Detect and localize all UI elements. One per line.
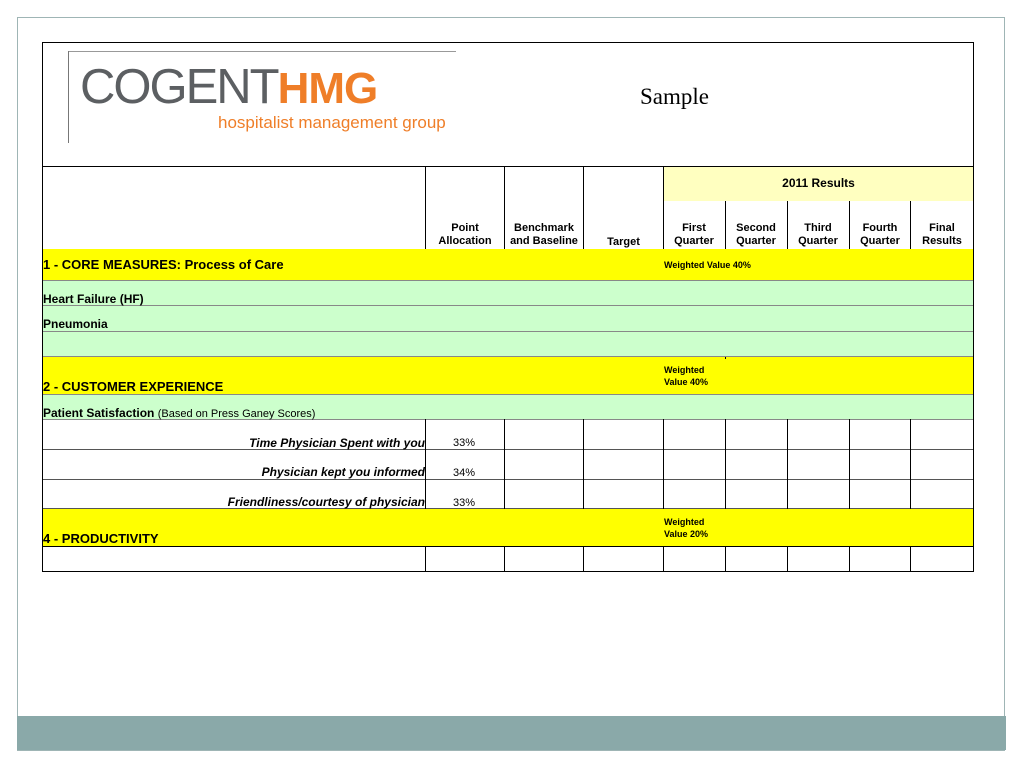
col-q1: First Quarter	[674, 222, 714, 247]
grid-line	[42, 394, 974, 395]
item-time-spent-points: 33%	[453, 437, 476, 449]
grid-line	[663, 419, 664, 509]
logo-accent: HMG	[277, 64, 378, 113]
grid-line	[910, 546, 911, 572]
grid-line	[849, 201, 850, 249]
grid-line	[42, 356, 974, 357]
grid-line	[583, 419, 584, 509]
grid-line	[42, 305, 974, 306]
cogent-hmg-logo	[68, 51, 456, 143]
patient-satisfaction-row	[43, 406, 315, 420]
grid-line	[42, 331, 974, 332]
patient-satisfaction-label: Patient Satisfaction	[43, 406, 155, 420]
col-q4: Fourth Quarter	[860, 222, 900, 247]
grid-line	[910, 419, 911, 509]
grid-line	[849, 419, 850, 509]
logo-word: COGENT	[80, 60, 278, 114]
item-friendliness: Friendliness/courtesy of physician	[227, 495, 425, 509]
col-point-allocation: Point Allocation	[438, 222, 492, 247]
section-1-weight: Weighted Value 40%	[664, 260, 751, 270]
col-benchmark: Benchmark and Baseline	[510, 222, 578, 247]
col-target: Target	[607, 236, 640, 248]
section-2-weight-line1: Weighted	[664, 365, 705, 375]
results-group-header: 2011 Results	[782, 176, 855, 190]
footer-band	[17, 716, 1006, 750]
col-final: Final Results	[922, 222, 962, 247]
section-4-weight-line1: Weighted	[664, 517, 705, 527]
grid-line	[583, 546, 584, 572]
grid-line	[725, 419, 726, 509]
page-title: Sample	[640, 84, 709, 109]
grid-line	[504, 546, 505, 572]
grid-line	[42, 546, 974, 547]
patient-satisfaction-note: (Based on Press Ganey Scores)	[157, 408, 316, 420]
grid-line	[725, 357, 726, 359]
section-4-band	[42, 509, 974, 546]
row-pneumonia: Pneumonia	[43, 317, 108, 331]
grid-line	[425, 546, 426, 572]
section-2-title: 2 - CUSTOMER EXPERIENCE	[43, 379, 224, 394]
grid-line	[787, 201, 788, 249]
section-1-title: 1 - CORE MEASURES: Process of Care	[43, 257, 284, 272]
section-4-title: 4 - PRODUCTIVITY	[43, 531, 159, 546]
logo-tagline: hospitalist management group	[218, 113, 446, 132]
col-q3: Third Quarter	[798, 222, 838, 247]
grid-line	[42, 479, 974, 480]
item-time-spent: Time Physician Spent with you	[249, 436, 425, 450]
grid-line	[42, 280, 974, 281]
grid-line	[787, 419, 788, 509]
core-rows-band	[42, 280, 974, 357]
grid-line	[425, 166, 426, 249]
item-kept-informed-points: 34%	[453, 467, 476, 479]
grid-line	[725, 546, 726, 572]
grid-line	[504, 419, 505, 509]
grid-line	[725, 201, 726, 249]
section-2-weight-line2: Value 40%	[664, 377, 709, 387]
grid-line	[42, 166, 974, 167]
item-friendliness-points: 33%	[453, 497, 476, 509]
section-4-weight-line2: Value 20%	[664, 529, 709, 539]
grid-line	[910, 201, 911, 249]
col-q2: Second Quarter	[736, 222, 776, 247]
grid-line	[663, 546, 664, 572]
row-heart-failure: Heart Failure (HF)	[43, 292, 144, 306]
item-kept-informed: Physician kept you informed	[261, 465, 425, 479]
grid-line	[787, 546, 788, 572]
grid-line	[425, 419, 426, 509]
logo-wordmark	[80, 59, 377, 117]
grid-line	[849, 546, 850, 572]
